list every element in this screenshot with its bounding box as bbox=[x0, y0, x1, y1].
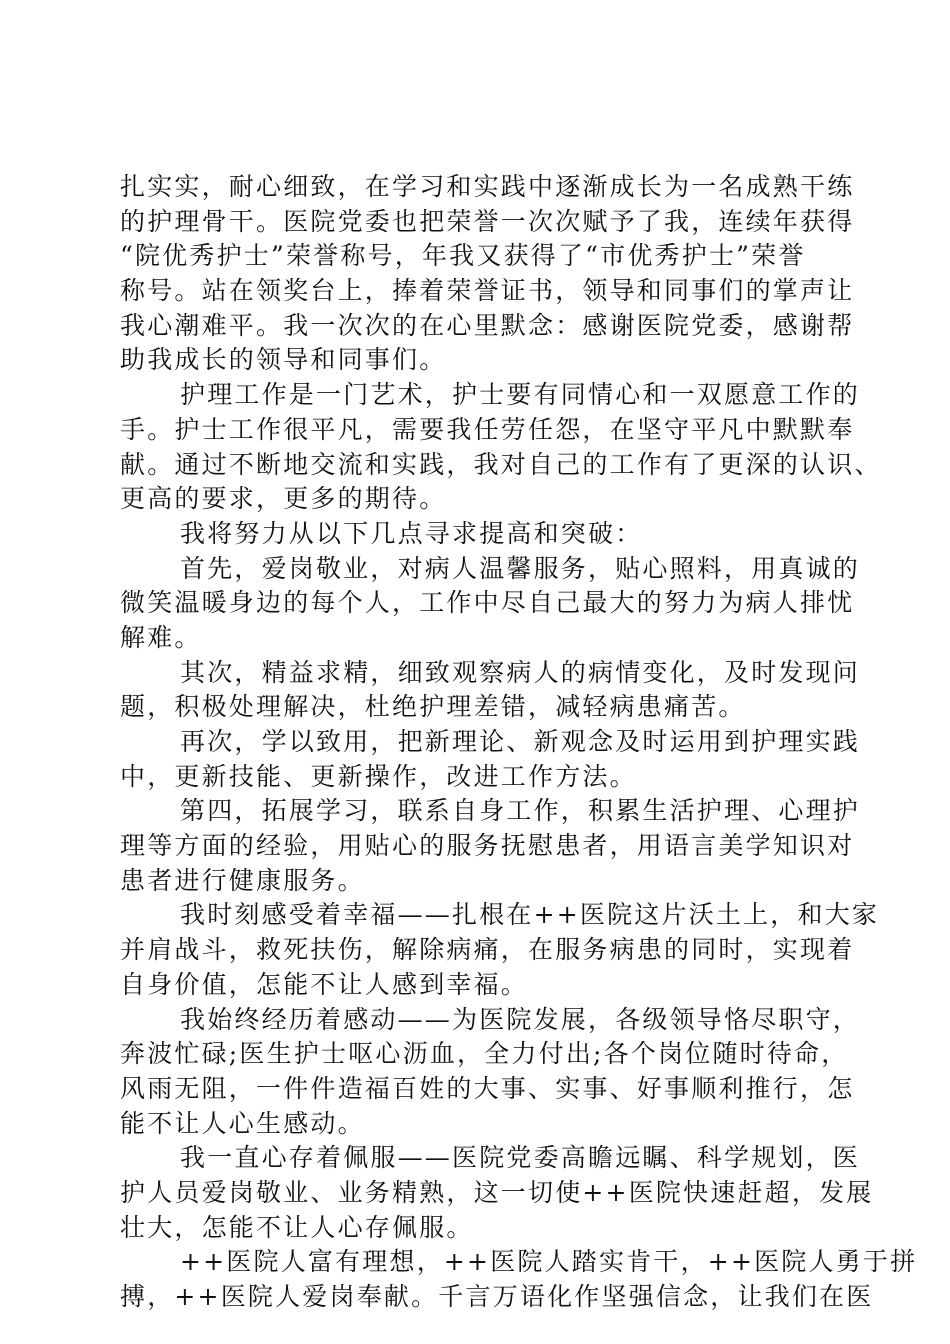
text-line: 扎实实，耐心细致，在学习和实践中逐渐成长为一名成熟干练 bbox=[120, 172, 855, 201]
text-line: 患者进行健康服务。 bbox=[120, 865, 365, 895]
text-line: 中，更新技能、更新操作，改进工作方法。 bbox=[120, 761, 637, 791]
document-body bbox=[120, 170, 918, 1315]
text-line: 称号。站在领奖台上，捧着荣誉证书，领导和同事们的掌声让 bbox=[120, 276, 855, 306]
paragraph-first-line: 其次，精益求精，细致观察病人的病情变化，及时发现问 bbox=[180, 657, 861, 687]
paragraph-first-line: 我始终经历着感动——为医院发展，各级领导恪尽职守， bbox=[180, 1004, 861, 1034]
paragraph-first-line: 我时刻感受着幸福——扎根在++医院这片沃土上，和大家 bbox=[180, 900, 880, 930]
paragraph-first-line: 我将努力从以下几点寻求提高和突破： bbox=[180, 518, 643, 548]
text-line: 解难。 bbox=[120, 622, 202, 652]
text-line: 风雨无阻，一件件造福百姓的大事、实事、好事顺利推行，怎 bbox=[120, 1073, 855, 1103]
paragraph-first-line: 再次，学以致用，把新理论、新观念及时运用到护理实践 bbox=[180, 727, 861, 756]
text-line: 理等方面的经验，用贴心的服务抚慰患者，用语言美学知识对 bbox=[120, 831, 855, 861]
text-line: 并肩战斗，救死扶伤，解除病痛，在服务病患的同时，实现着 bbox=[120, 935, 855, 965]
paragraph-first-line: 我一直心存着佩服——医院党委高瞻远瞩、科学规划，医 bbox=[180, 1143, 861, 1173]
paragraph-first-line: ++医院人富有理想，++医院人踏实肯干，++医院人勇于拼 bbox=[180, 1247, 918, 1277]
text-line: 的护理骨干。医院党委也把荣誉一次次赋予了我，连续年获得 bbox=[120, 206, 855, 236]
text-line: 题，积极处理解决，杜绝护理差错，减轻病患痛苦。 bbox=[120, 692, 746, 722]
text-line: 微笑温暖身边的每个人，工作中尽自己最大的努力为病人排忧 bbox=[120, 588, 855, 618]
text-line: 手。护士工作很平凡，需要我任劳任怨，在坚守平凡中默默奉 bbox=[120, 414, 855, 444]
text-line: 护人员爱岗敬业、业务精熟，这一切使++医院快速赶超，发展 bbox=[120, 1177, 874, 1207]
paragraph-first-line: 首先，爱岗敬业，对病人温馨服务，贴心照料，用真诚的 bbox=[180, 553, 861, 583]
paragraph-first-line: 第四，拓展学习，联系自身工作，积累生活护理、心理护 bbox=[180, 796, 861, 826]
text-line: 自身价值，怎能不让人感到幸福。 bbox=[120, 969, 529, 999]
text-line: 我心潮难平。我一次次的在心里默念：感谢医院党委，感谢帮 bbox=[120, 310, 855, 340]
text-line: 能不让人心生感动。 bbox=[120, 1108, 365, 1138]
text-line: 奔波忙碌;医生护士呕心沥血，全力付出;各个岗位随时待命， bbox=[120, 1039, 849, 1069]
text-line: “院优秀护士”荣誉称号，年我又获得了“市优秀护士”荣誉 bbox=[120, 241, 806, 271]
text-line: 献。通过不断地交流和实践，我对自己的工作有了更深的认识、 bbox=[120, 449, 882, 479]
text-line: 壮大，怎能不让人心存佩服。 bbox=[120, 1212, 474, 1242]
text-line: 助我成长的领导和同事们。 bbox=[120, 345, 447, 375]
paragraph-first-line: 护理工作是一门艺术，护士要有同情心和一双愿意工作的 bbox=[180, 380, 861, 410]
text-line: 搏，++医院人爱岗奉献。千言万语化作坚强信念，让我们在医 bbox=[120, 1282, 874, 1311]
text-line: 更高的要求，更多的期待。 bbox=[120, 484, 447, 514]
